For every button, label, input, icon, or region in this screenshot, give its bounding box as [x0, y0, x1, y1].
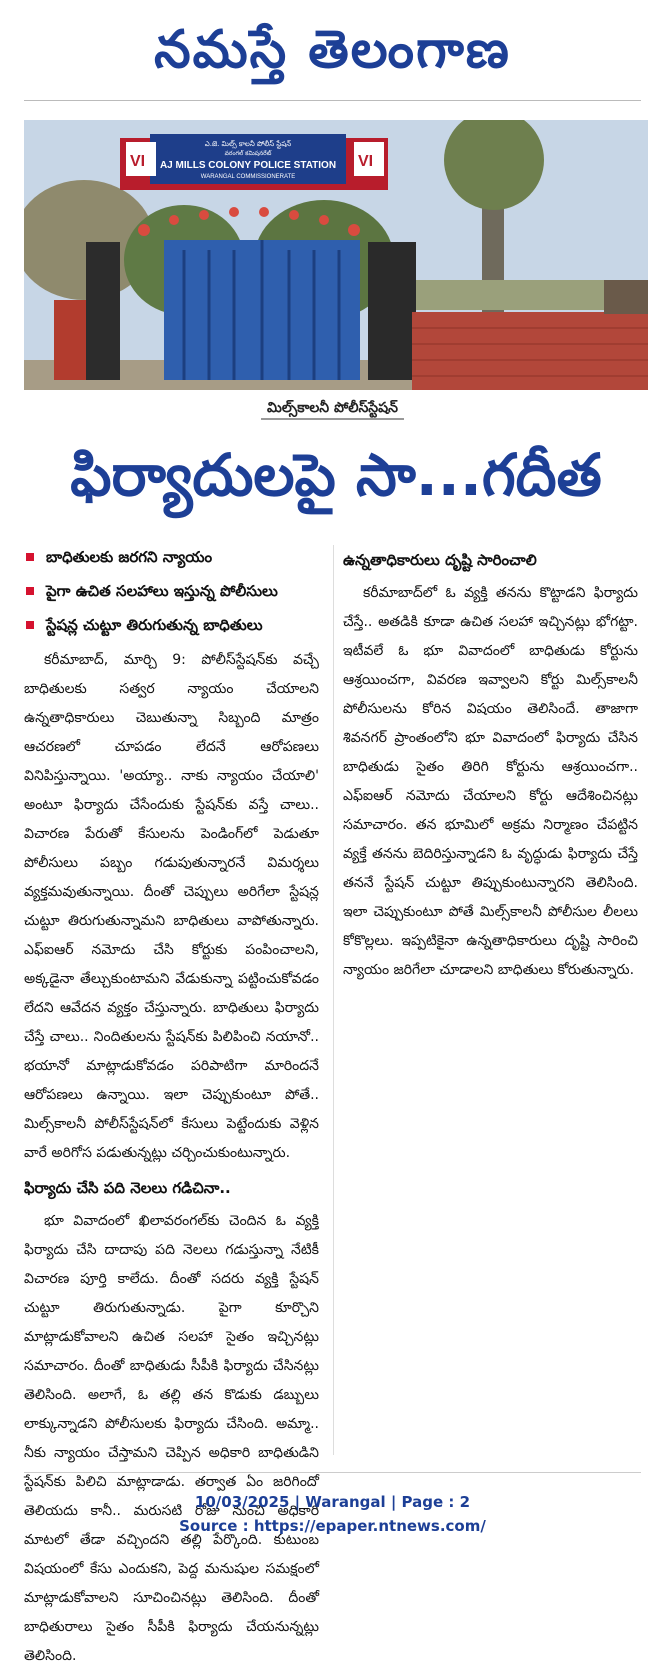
subheading-1: ఫిర్యాదు చేసి పది నెలలు గడిచినా..: [24, 1179, 231, 1197]
sign-telugu-line2: వరంగల్ కమిషనరేట్: [224, 150, 272, 157]
logo-right: VI: [358, 153, 374, 170]
bullet-item: పైగా ఉచిత సలహాలు ఇస్తున్న పోలీసులు: [24, 574, 319, 608]
column-divider: [333, 545, 334, 1455]
masthead: [0, 0, 665, 100]
bullet-item: బాధితులకు జరగని న్యాయం: [24, 540, 319, 574]
photo-caption: [0, 400, 665, 419]
article-column-right: [343, 540, 638, 985]
bullet-item: స్టేషన్ల చుట్టూ తిరుగుతున్న బాధితులు: [24, 608, 319, 642]
photo-caption-text: మిల్స్‌కాలనీ పోలీస్‌స్టేషన్: [261, 400, 404, 420]
article-paragraph-2: భూ వివాదంలో ఖిలావరంగల్‌కు చెందిన ఓ వ్యక్తి ఫిర్యాదు చేసి దాదాపు పది నెలలు గడుస్తున్నా నేటికీ విచారణ పూర్తి కాలేదు. దీంతో సదరు వ్యక్తి స్టేషన్ చుట్టూ తిరుగుతున్నాడు. పైగా కూర్చొని మాట్లాడుకోవాలని ఉచిత సలహా సైతం ఇచ్చినట్లు సమాచారం. దీంతో బాధితుడు సీపీకి ఫిర్యాదు చేసినట్లు తెలిసింది. అలాగే, ఓ తల్లి తన కొడుకు డబ్బులు లాక్కున్నాడని పోలీసులకు ఫిర్యాదు చేసింది. అమ్మా.. నీకు న్యాయం చేస్తామని చెప్పిన అధికారి బాధితుడిని స్టేషన్‌కు పిలిచి మాట్లాడాడు. తర్వాత ఏం జరిగిందో తెలియదు కానీ.. మరుసటి రోజు నుంచి అధికారి మాటలో తేడా వచ్చిందని తల్లి పేర్కొంది. కుటుంబ విషయంలో కేసు ఎందుకని, పెద్ద మనుషుల సమక్షంలో మాట్లాడుకోవాలని సూచించినట్లు తెలిసింది. దీంతో బాధితురాలు సైతం సీపీకి ఫిర్యాదు చేయనున్నట్లు తెలిసింది.: [24, 1213, 319, 1664]
shed: [604, 280, 648, 314]
right-pillar: [368, 242, 416, 380]
logo-left: VI: [130, 153, 146, 170]
sign-english-main: AJ MILLS COLONY POLICE STATION: [159, 160, 337, 171]
headline: ఫిర్యాదులపై సా...గదీత: [70, 441, 602, 509]
right-brick-wall: [412, 312, 648, 390]
subheading-2: ఉన్నతాధికారులు దృష్టి సారించాలి: [343, 551, 537, 569]
footer: [0, 1490, 665, 1538]
article-paragraph-1: కరీమాబాద్, మార్చి 9: పోలీస్‌స్టేషన్‌కు వచ్చే బాధితులకు సత్వర న్యాయం చేయాలని ఉన్నతాధికారులు చెబుతున్నా సిబ్బంది మాత్రం ఆచరణలో చూపడం లేదనే ఆరోపణలు వినిపిస్తున్నాయి. 'అయ్యా.. నాకు న్యాయం చేయాలి' అంటూ ఫిర్యాదు చేసేందుకు స్టేషన్‌కు వస్తే చాలు.. విచారణ పేరుతో కేసులను పెండింగ్‌లో పెడుతూ పోలీసులు పబ్బం గడుపుతున్నారనే విమర్శలు వ్యక్తమవుతున్నాయి. దీంతో చెప్పులు అరిగేలా స్టేషన్ల చుట్టూ తిరుగుతున్నామని బాధితులు వాపోతున్నారు. ఎఫ్‌ఐఆర్ నమోదు చేసి కోర్టుకు పంపించాలని, అక్కడైనా తేల్చుకుంటామని వేడుకున్నా పట్టించుకోవడం లేదని ఆవేదన వ్యక్తం చేస్తున్నారు. బాధితులు ఫిర్యాదు చేస్తే చాలు.. నిందితులను స్టేషన్‌కు పిలిపించి నయానో.. భయానో మాట్లాడుకోవడం పరిపాటిగా మారిందనే ఆరోపణలు ఉన్నాయి. ఇలా చెప్పుకుంటూ పోతే.. మిల్స్‌కాలనీ పోలీస్‌స్టేషన్‌లో కేసులు పెట్టేందుకు వెళ్లిన వారే అరిగోస పడుతున్నట్లు చర్చించుకుంటున్నారు.: [24, 652, 319, 1161]
sign-english-sub: WARANGAL COMMISSIONERATE: [200, 174, 296, 180]
footer-date-edition: 10/03/2025 | Warangal | Page : 2: [194, 1493, 471, 1511]
footer-divider: [24, 1472, 641, 1473]
article-paragraph-3: కరీమాబాద్‌లో ఓ వ్యక్తి తనను కొట్టాడని ఫిర్యాదు చేస్తే.. అతడికి కూడా ఉచిత సలహా ఇచ్చినట్లు భోగట్టా. ఇటీవలే ఓ భూ వివాదంలో బాధితుడు కోర్టును ఆశ్రయించగా, వివరణ ఇవ్వాలని కోర్టు మిల్స్‌కాలనీ పోలీసులను కోరిన విషయం తెలిసిందే. తాజాగా శివనగర్ ప్రాంతంలోని భూ వివాదంలో ఫిర్యాదు చేసిన బాధితుడు సైతం తిరిగి కోర్టును ఆశ్రయించగా.. ఎఫ్‌ఐఆర్ నమోదు చేయాలని కోర్టు ఆదేశించినట్లు సమాచారం. తన భూమిలో అక్రమ నిర్మాణం చేపట్టిన వ్యక్తే తనను బెదిరిస్తున్నాడని ఓ వృద్ధుడు ఫిర్యాదు చేస్తే తననే స్టేషన్ చుట్టూ తిప్పుకుంటున్నారని తెలిసింది. ఇలా చెప్పుకుంటూ పోతే మిల్స్‌కాలనీ పోలీసుల లీలలు కోకొల్లలు. ఇప్పటికైనా ఉన్నతాధికారులు దృష్టి సారించి న్యాయం జరిగేలా చూడాలని బాధితులు కోరుతున్నారు.: [343, 585, 638, 978]
sign-telugu-line1: ఎ.జె. మిల్స్ కాలనీ పోలీస్ స్టేషన్: [204, 140, 292, 148]
news-photo: [24, 120, 648, 390]
highlight-bullets: [24, 540, 319, 642]
footer-source-link[interactable]: Source : https://epaper.ntnews.com/: [179, 1517, 486, 1535]
masthead-title: నమస్తే తెలంగాణ: [154, 20, 511, 80]
police-station-photo: [24, 120, 648, 390]
left-pillar: [86, 242, 120, 380]
masthead-divider: [24, 100, 641, 101]
